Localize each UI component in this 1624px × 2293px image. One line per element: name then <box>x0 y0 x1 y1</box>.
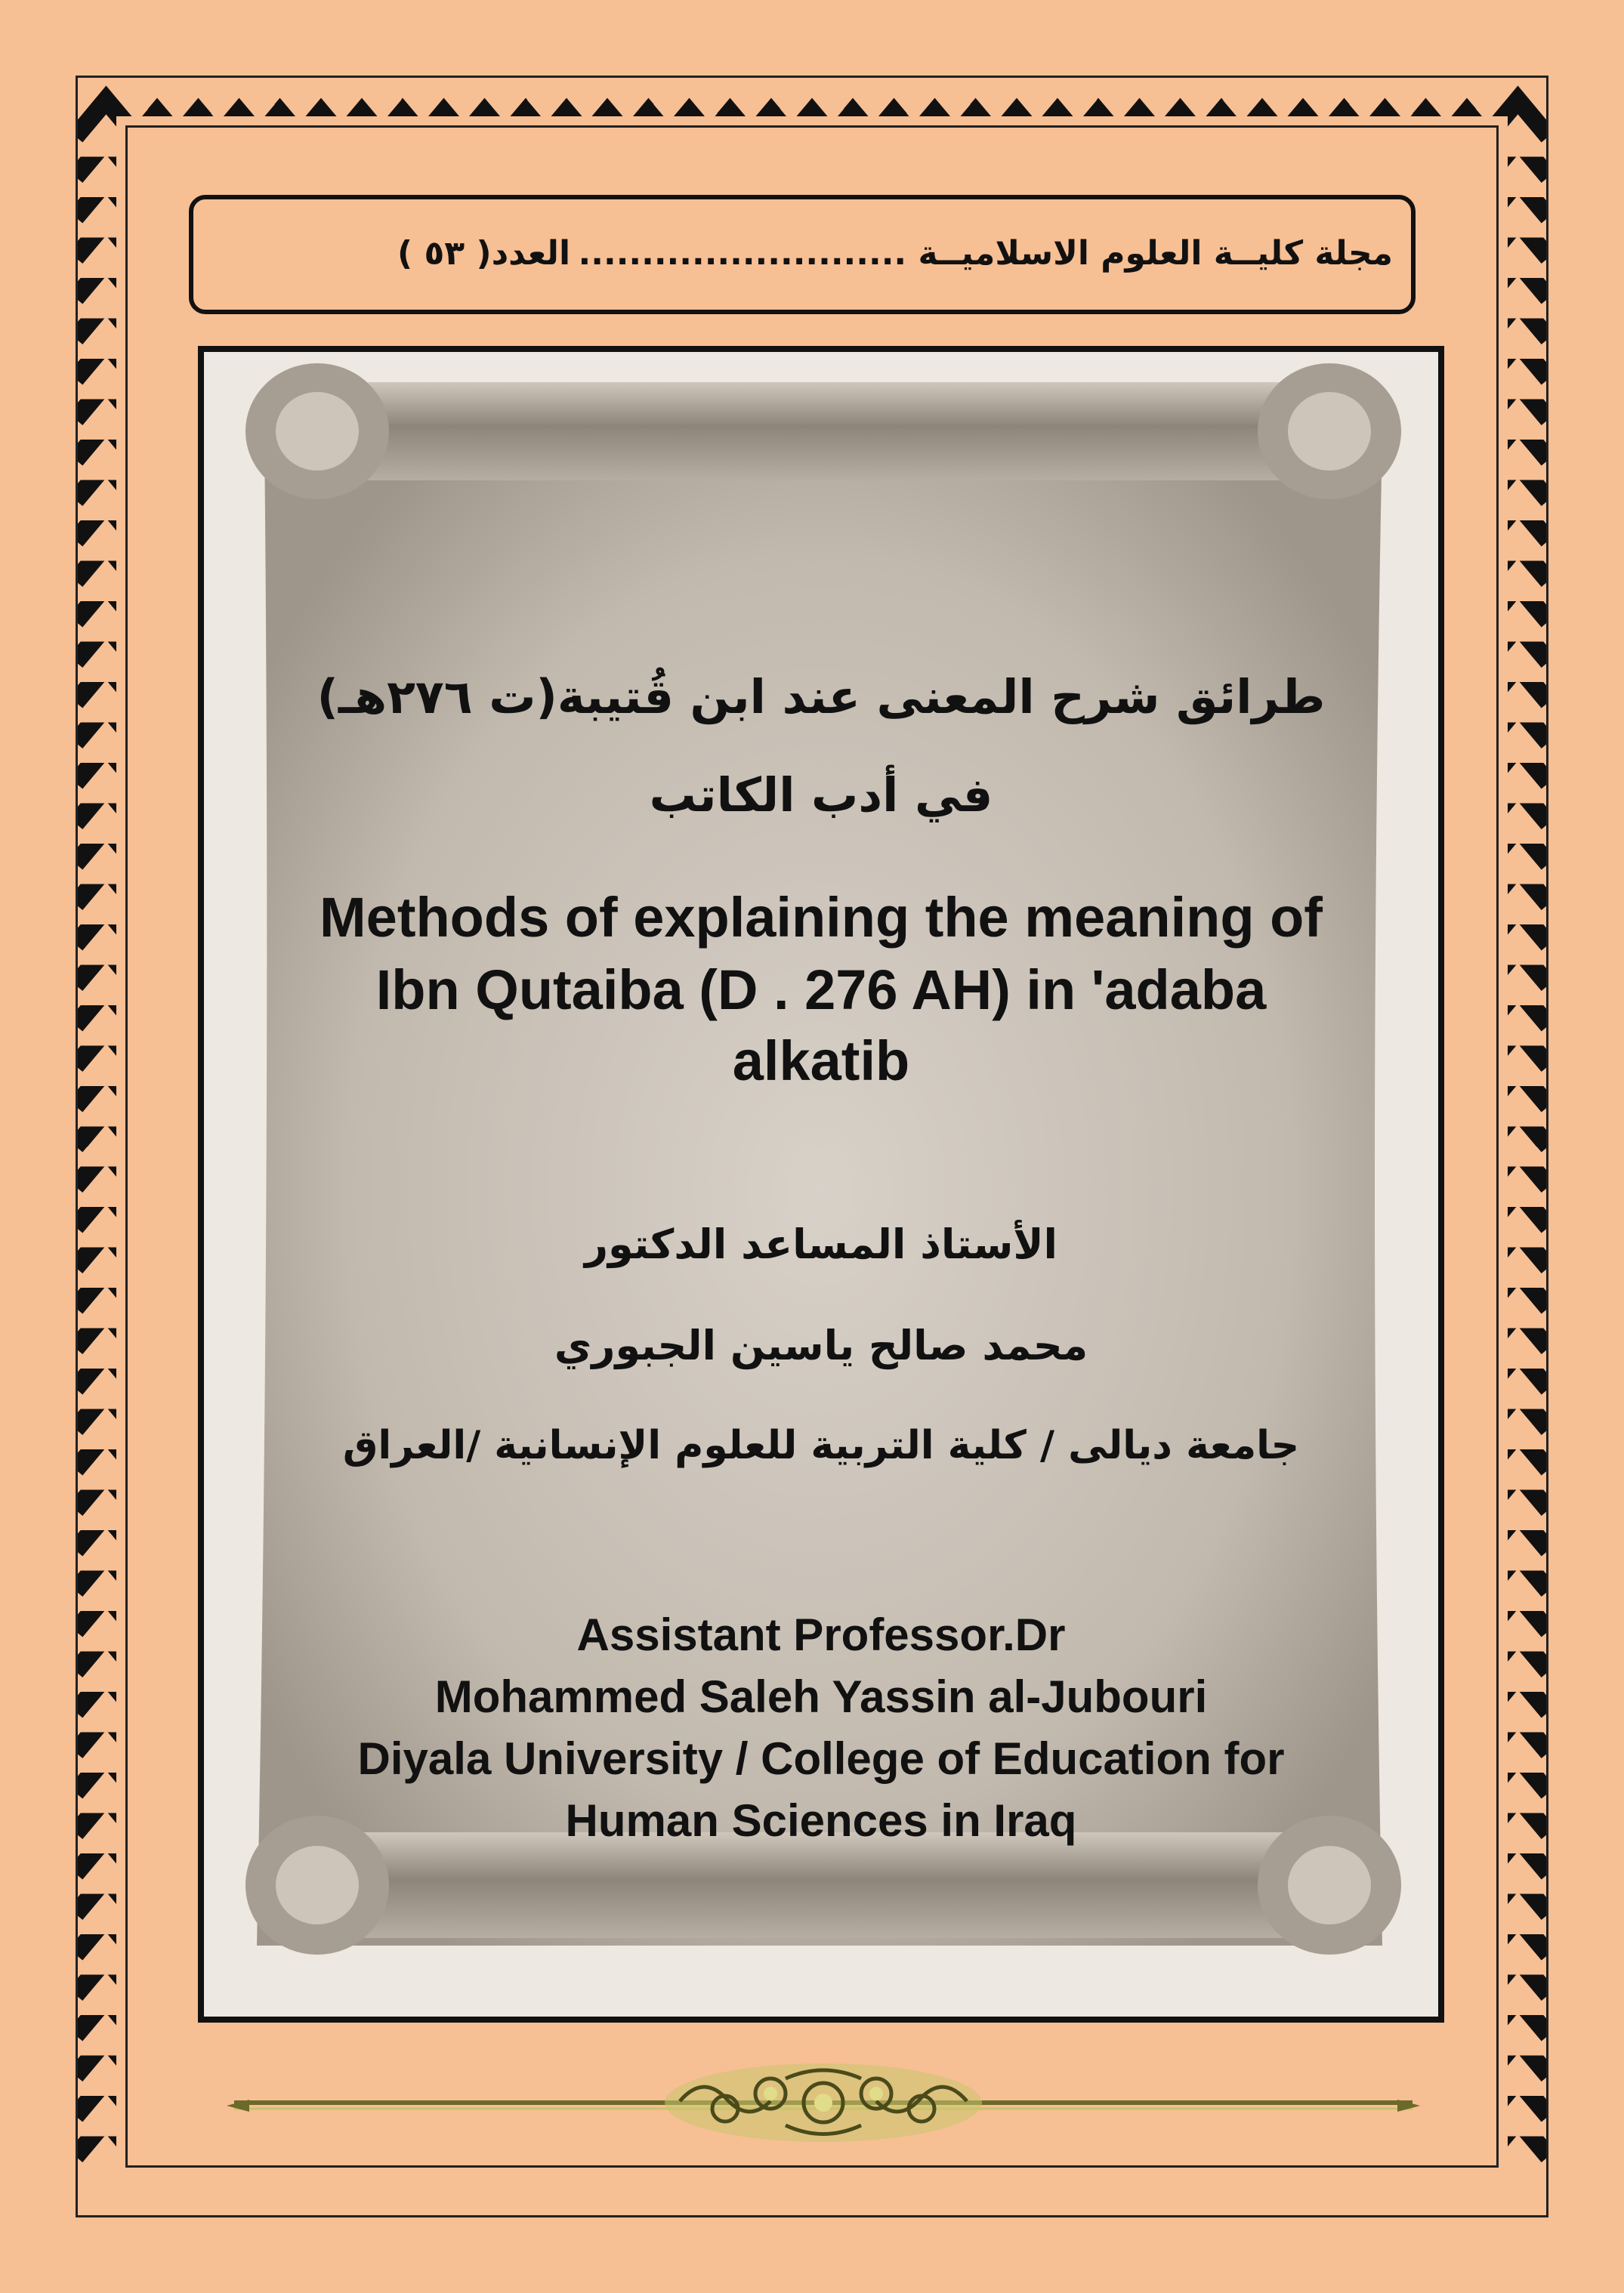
journal-header <box>189 195 1416 314</box>
author-name-arabic: محمد صالح ياسين الجبوري <box>554 1322 1088 1369</box>
title-arabic-line2: في أدب الكاتب <box>649 767 993 822</box>
title-english-line3: alkatib <box>732 1029 910 1092</box>
title-english-line2: Ibn Qutaiba (D . 276 AH) in 'adaba <box>375 958 1267 1021</box>
title-arabic-line1: طرائق شرح المعنى عند ابن قُتيبة(ت ٢٧٦هـ) <box>316 669 1326 724</box>
author-affiliation-english-line2: Human Sciences in Iraq <box>565 1795 1077 1846</box>
author-affiliation-arabic: جامعة ديالى / كلية التربية للعلوم الإنسانية /العراق <box>342 1423 1300 1468</box>
author-name-english: Mohammed Saleh Yassin al-Jubouri <box>434 1671 1208 1722</box>
author-rank-arabic: الأستاذ المساعد الدكتور <box>584 1221 1058 1268</box>
author-rank-english: Assistant Professor.Dr <box>576 1609 1066 1660</box>
author-affiliation-english-line1: Diyala University / College of Education for <box>357 1733 1285 1784</box>
issue-number: العدد( ٥٣ ) <box>397 234 571 273</box>
title-english-line1: Methods of explaining the meaning of <box>320 886 1323 949</box>
decorative-flourish-ornament <box>227 2056 1420 2146</box>
journal-name: مجلة كليــة العلوم الاسلاميــة .......................... <box>578 234 1393 273</box>
scroll-panel <box>198 346 1444 2023</box>
